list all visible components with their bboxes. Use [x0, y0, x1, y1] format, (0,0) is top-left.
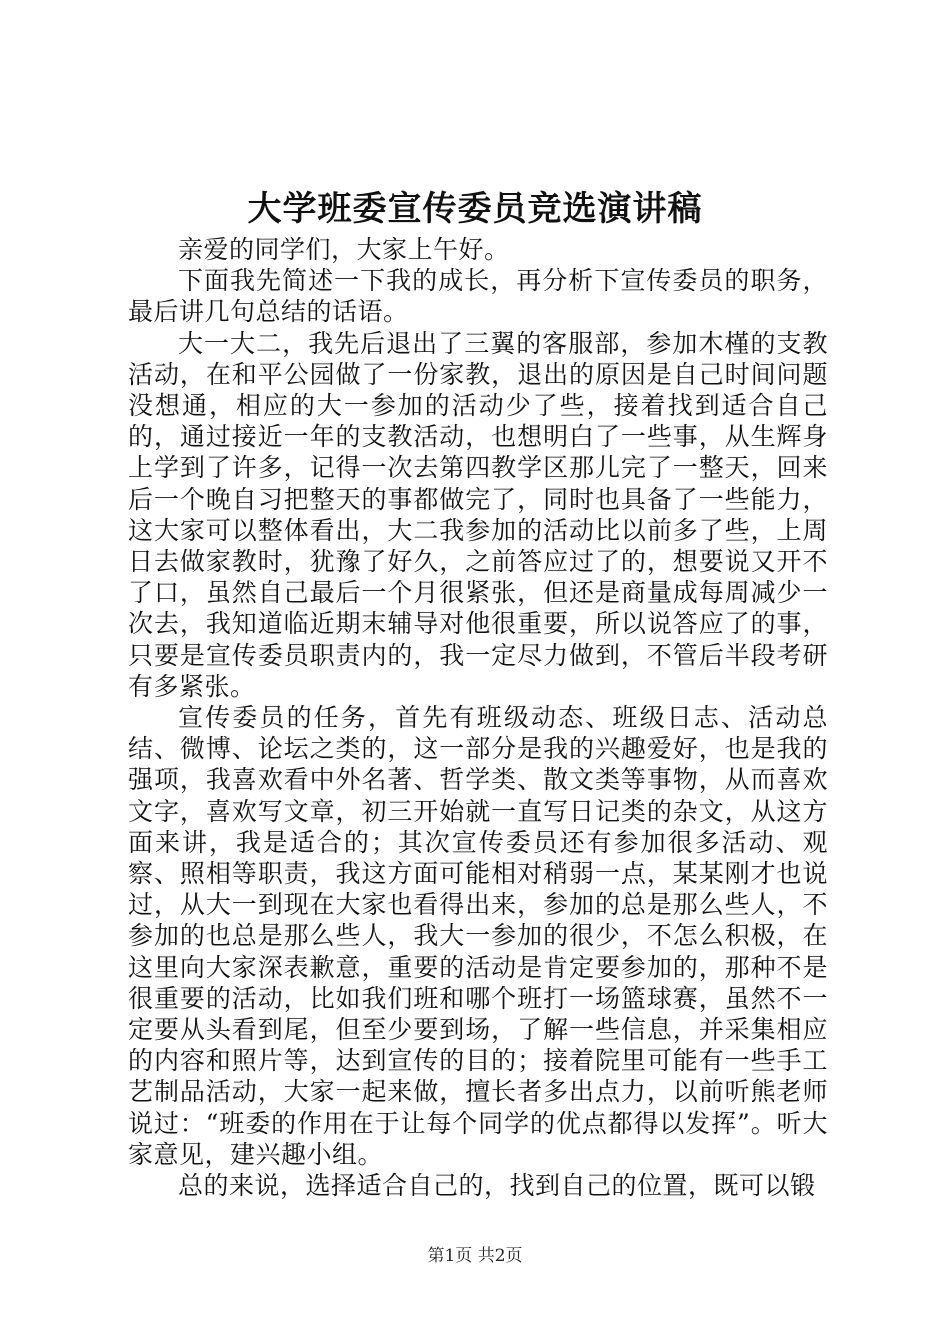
paragraph-growth: 大一大二，我先后退出了三翼的客服部，参加木槿的支教活动，在和平公园做了一份家教，退出的原因是自己时间问题没想通，相应的大一参加的活动少了些，接着找到适合自己的，通过接近一年的支教活动，也想明白了一些事，从生辉身上学到了许多，记得一次去第四教学区那儿完了一整天，回来后一个晚自习把整天的事都做完了，同时也具备了一些能力，这大家可以整体看出，大二我参加的活动比以前多了些，上周日去做家教时，犹豫了好久，之前答应过了的，想要说又开不了口，虽然自己最后一个月很紧张，但还是商量成每周减少一次去，我知道临近期末辅导对他很重要，所以说答应了的事，只要是宣传委员职责内的，我一定尽力做到，不管后半段考研有多紧张。	[128, 328, 828, 701]
paragraph-summary: 总的来说，选择适合自己的，找到自己的位置，既可以锻	[178, 1171, 816, 1201]
paragraph-duties: 宣传委员的任务，首先有班级动态、班级日志、活动总结、微博、论坛之类的，这一部分是我的兴趣爱好，也是我的强项，我喜欢看中外名著、哲学类、散文类等事物，从而喜欢文字，喜欢写文章，初三开始就一直写日记类的杂文，从这方面来讲，我是适合的；其次宣传委员还有参加很多活动、观察、照相等职责，我这方面可能相对稍弱一点，某某刚才也说过，从大一到现在大家也看得出来，参加的总是那么些人，不参加的也总是那么些人，我大一参加的很少，不怎么积极，在这里向大家深表歉意，重要的活动是肯定要参加的，那种不是很重要的活动，比如我们班和哪个班打一场篮球赛，虽然不一定要从头看到尾，但至少要到场，了解一些信息，并采集相应的内容和照片等，达到宣传的目的；接着院里可能有一些手工艺制品活动，大家一起来做，擅长者多出点力，以前听熊老师说过：“班委的作用在于让每个同学的优点都得以发挥”。听大家意见，建兴趣小组。	[128, 703, 828, 1169]
document-body	[128, 234, 828, 1201]
paragraph-outline: 下面我先简述一下我的成长，再分析下宣传委员的职务，最后讲几句总结的话语。	[128, 266, 828, 327]
document-title: 大学班委宣传委员竞选演讲稿	[247, 189, 703, 229]
page-footer: 第1页 共2页	[427, 1246, 523, 1266]
paragraph-greeting: 亲爱的同学们，大家上午好。	[178, 235, 510, 264]
